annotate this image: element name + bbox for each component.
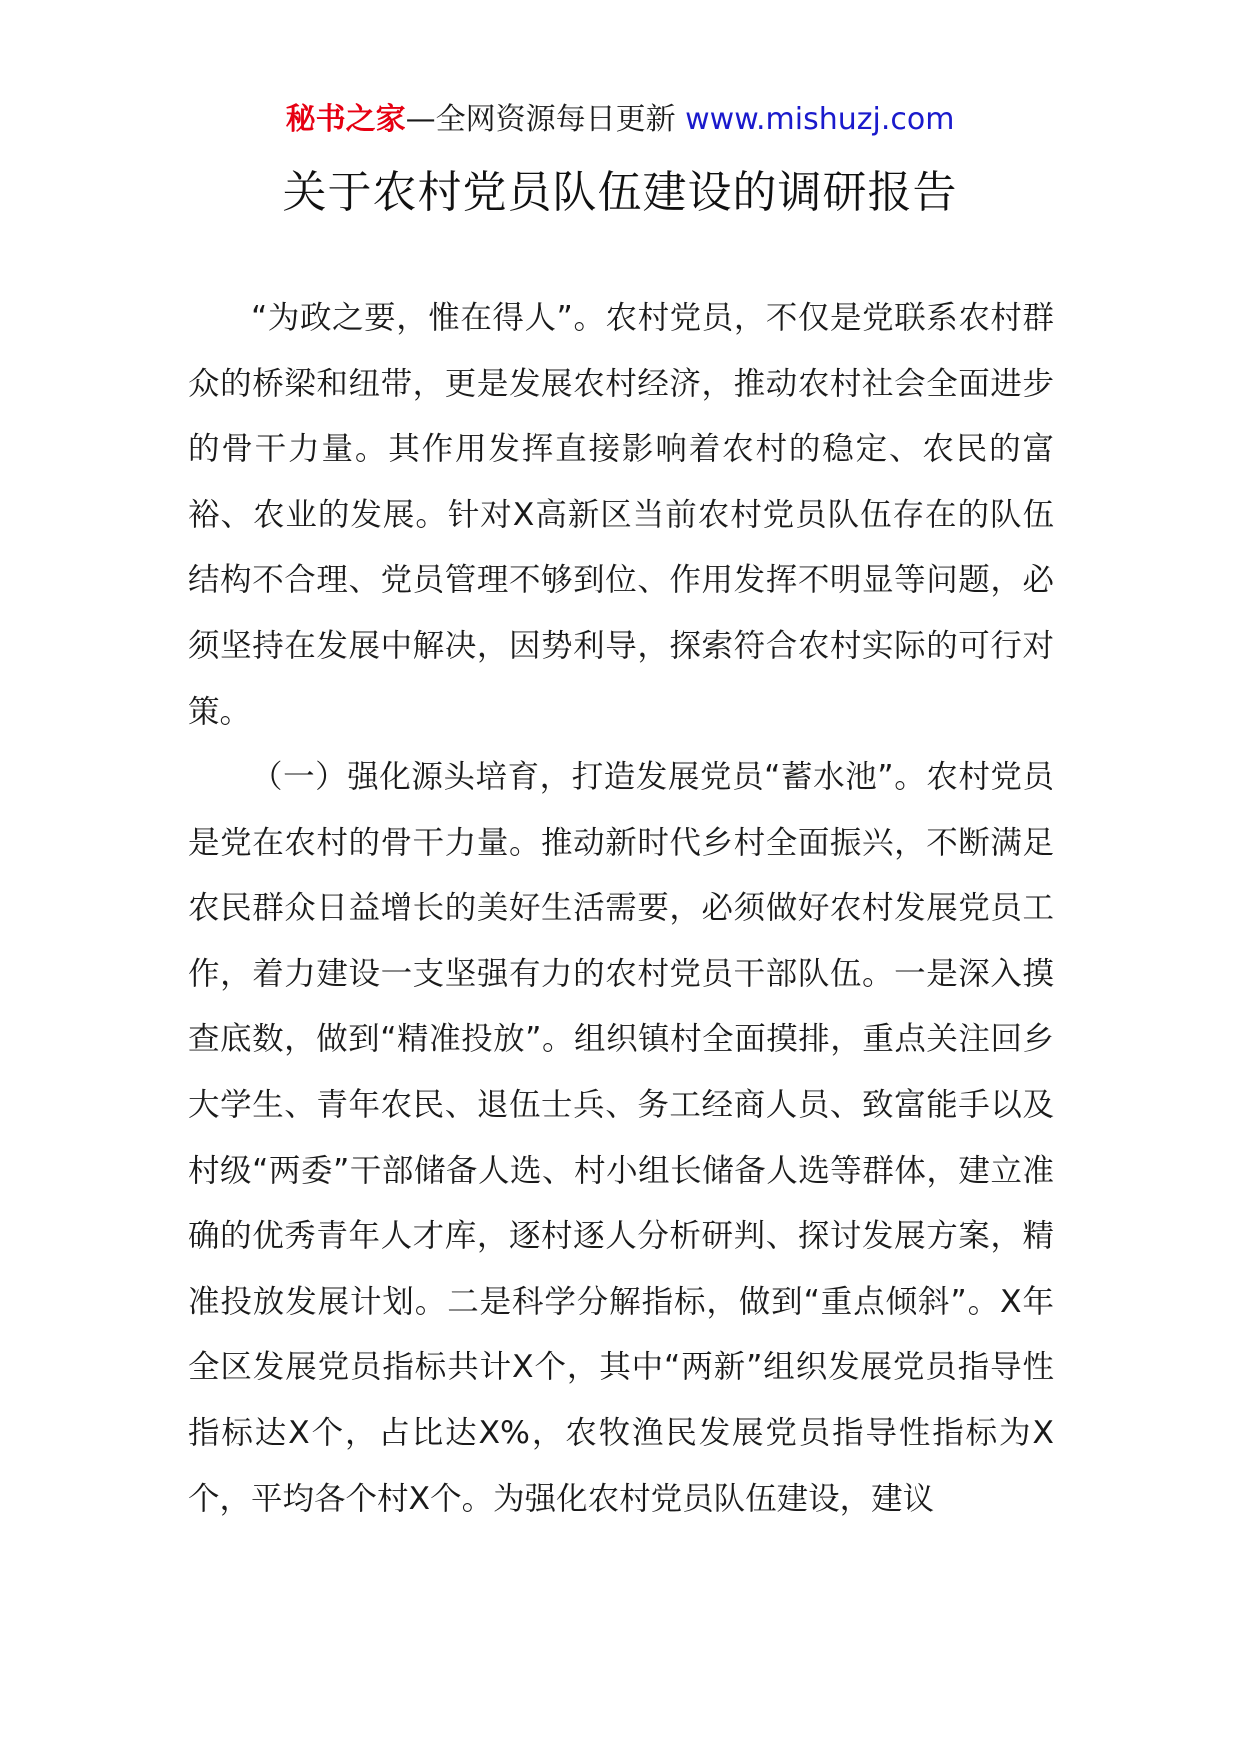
site-url-link[interactable]: www.mishuzj.com (685, 102, 955, 137)
site-tagline: —全网资源每日更新 (405, 102, 686, 137)
section-one-paragraph (188, 745, 1054, 1532)
site-header (0, 100, 1240, 140)
section-one-heading: （一）强化源头培育，打造发展党员“蓄水池”。 (251, 759, 927, 795)
section-one-text: 农村党员是党在农村的骨干力量。推动新时代乡村全面振兴，不断满足农民群众日益增长的美好生活需要，必须做好农村发展党员工作，着力建设一支坚强有力的农村党员干部队伍。一是深入摸查底数，做到“精准投放”。组织镇村全面摸排，重点关注回乡大学生、青年农民、退伍士兵、务工经商人员、致富能手以及村级“两委”干部储备人选、村小组长储备人选等群体，建立准确的优秀青年人才库，逐村逐人分析研判、探讨发展方案，精准投放发展计划。二是科学分解指标，做到“重点倾斜”。X年全区发展党员指标共计X个，其中“两新”组织发展党员指导性指标达X个，占比达X%，农牧渔民发展党员指导性指标为X个，平均各个村X个。为强化农村党员队伍建设，建议 (188, 759, 1054, 1517)
intro-paragraph (188, 286, 1054, 745)
document-title: 关于农村党员队伍建设的调研报告 (282, 167, 958, 218)
intro-paragraph-text: “为政之要，惟在得人”。农村党员，不仅是党联系农村群众的桥梁和纽带，更是发展农村经济，推动农村社会全面进步的骨干力量。其作用发挥直接影响着农村的稳定、农民的富裕、农业的发展。针对X高新区当前农村党员队伍存在的队伍结构不合理、党员管理不够到位、作用发挥不明显等问题，必须坚持在发展中解决，因势利导，探索符合农村实际的可行对策。 (188, 300, 1054, 730)
site-brand: 秘书之家 (285, 102, 406, 137)
